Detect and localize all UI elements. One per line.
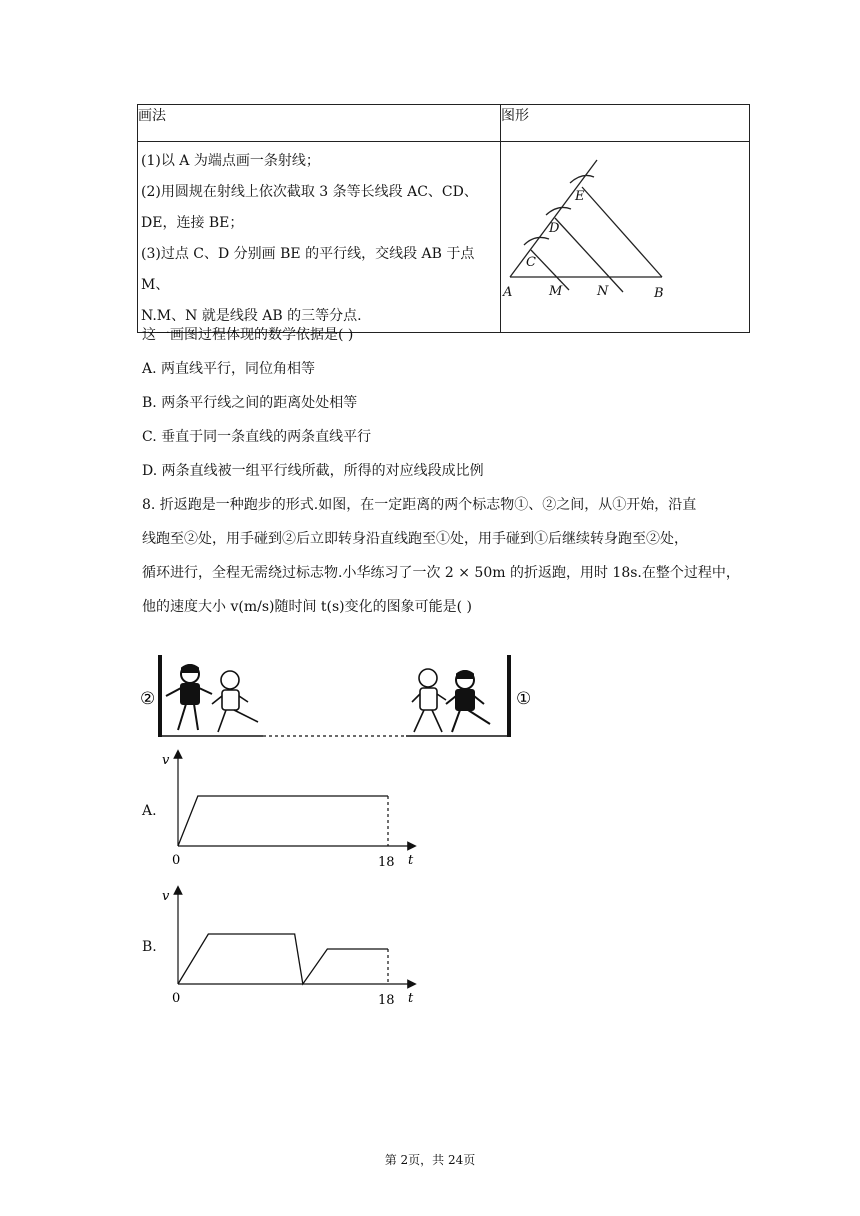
label-d: D bbox=[549, 221, 560, 236]
table-header-figure: 图形 bbox=[501, 105, 750, 142]
q7-option-a: A. 两直线平行，同位角相等 bbox=[142, 361, 316, 377]
graph-a-velocity-line bbox=[178, 796, 388, 846]
step-line: N.M、N 就是线段 AB 的三等分点. bbox=[141, 308, 362, 324]
step-line: (2)用圆规在射线上依次截取 3 条等长线段 AC、CD、 bbox=[141, 184, 478, 200]
label-b: B bbox=[654, 286, 664, 301]
table-header-method: 画法 bbox=[138, 105, 501, 142]
label-e: E bbox=[575, 189, 585, 204]
q8-line: 8. 折返跑是一种跑步的形式.如图，在一定距离的两个标志物①、②之间，从①开始，沿直 bbox=[142, 497, 697, 513]
page-footer: 第 2页，共 24页 bbox=[384, 1153, 476, 1167]
graph-a-x-label: t bbox=[408, 853, 414, 868]
q8-line: 他的速度大小 v(m/s)随时间 t(s)变化的图象可能是( ) bbox=[142, 599, 473, 615]
runner-light-right bbox=[412, 669, 446, 732]
label-m: M bbox=[549, 284, 563, 299]
graph-a-end-tick: 18 bbox=[378, 855, 395, 870]
q8-text bbox=[142, 488, 762, 624]
graph-a-option: A. bbox=[142, 803, 157, 819]
label-a: A bbox=[503, 285, 513, 300]
ray-a bbox=[510, 160, 597, 277]
graph-b-end-tick: 18 bbox=[378, 993, 395, 1008]
graph-a-y-label: v bbox=[162, 753, 170, 768]
label-n: N bbox=[597, 284, 609, 299]
trisection-figure bbox=[501, 142, 749, 316]
shuttle-run-illustration bbox=[138, 652, 538, 742]
step-line: (1)以 A 为端点画一条射线； bbox=[141, 153, 320, 169]
graph-b-x-label: t bbox=[408, 991, 414, 1006]
q7-question: 这一画图过程体现的数学依据是( ) bbox=[142, 327, 354, 343]
construction-table bbox=[137, 104, 750, 333]
marker-1-label: ① bbox=[516, 689, 532, 709]
graph-b-option: B. bbox=[142, 939, 157, 955]
segment-be bbox=[582, 187, 662, 277]
marker-2-label: ② bbox=[140, 689, 156, 709]
construction-figure-cell bbox=[501, 142, 750, 333]
runner-dark-left bbox=[166, 665, 212, 730]
graph-b bbox=[150, 882, 430, 1008]
graph-a-origin: 0 bbox=[172, 853, 181, 868]
step-line: (3)过点 C、D 分别画 BE 的平行线，交线段 AB 于点 M、 bbox=[141, 246, 475, 293]
runner-light-left bbox=[212, 671, 258, 732]
graph-a bbox=[150, 746, 430, 872]
q8-line: 循环进行，全程无需绕过标志物.小华练习了一次 2 × 50m 的折返跑，用时 18s.在整个过程中， bbox=[142, 565, 740, 581]
q7-option-c: C. 垂直于同一条直线的两条直线平行 bbox=[142, 429, 372, 445]
construction-steps bbox=[138, 142, 501, 333]
runner-dark-right bbox=[446, 671, 490, 732]
parallel-d bbox=[555, 218, 623, 292]
step-line: DE，连接 BE； bbox=[141, 215, 244, 231]
graph-b-origin: 0 bbox=[172, 991, 181, 1006]
marker-post-left bbox=[158, 655, 162, 737]
marker-post-right bbox=[507, 655, 511, 737]
q7-option-d: D. 两条直线被一组平行线所截，所得的对应线段成比例 bbox=[142, 463, 484, 479]
q8-line: 线跑至②处，用手碰到②后立即转身沿直线跑至①处，用手碰到①后继续转身跑至②处， bbox=[142, 531, 688, 547]
graph-b-y-label: v bbox=[162, 889, 170, 904]
q7-option-b: B. 两条平行线之间的距离处处相等 bbox=[142, 395, 358, 411]
graph-b-velocity-line bbox=[178, 934, 388, 984]
label-c: C bbox=[526, 255, 536, 270]
